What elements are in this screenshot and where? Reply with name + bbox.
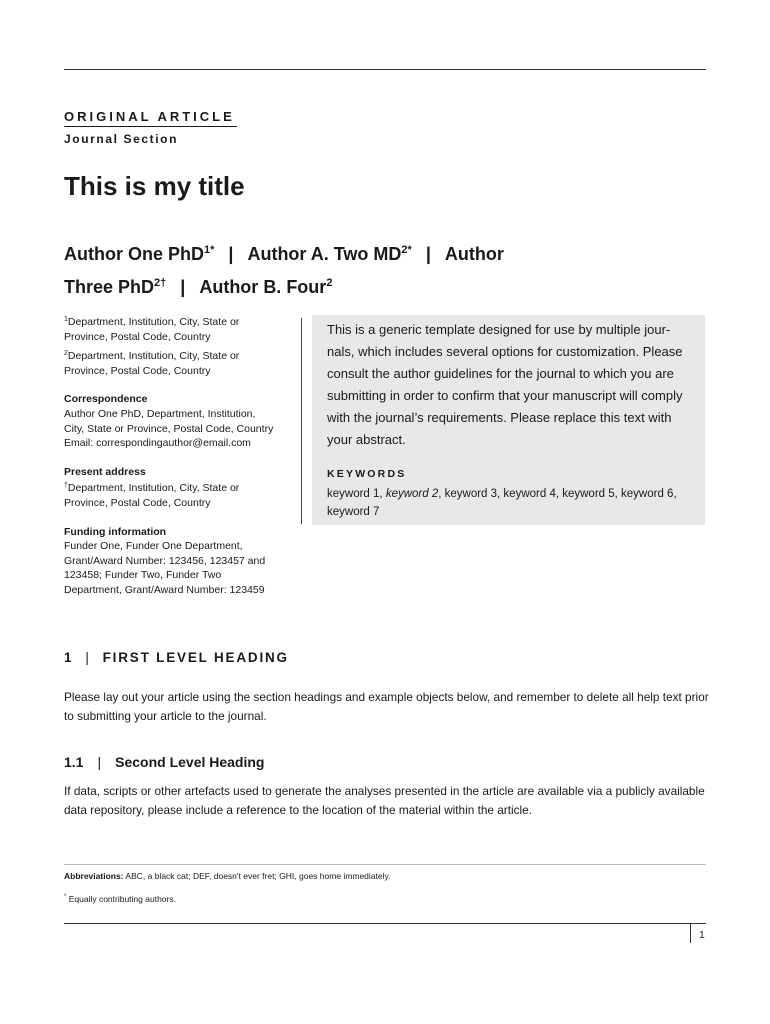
author-name-part: Three PhD	[64, 277, 155, 297]
present-address-heading: Present address	[64, 465, 146, 478]
top-rule	[64, 69, 706, 70]
section-separator: |	[97, 754, 102, 770]
section-1-body: Please lay out your article using the section headings and example objects below, and remember to delete all help text prior to submitting your article to the journal.	[64, 690, 709, 723]
author-affil-sup: 1*	[204, 244, 215, 256]
abstract-box	[312, 315, 705, 525]
correspondence-email: Email: correspondingauthor@email.com	[64, 437, 251, 450]
present-address-text: †Department, Institution, City, State or Province, Postal Code, Country	[64, 482, 240, 509]
page-title: This is my title	[64, 171, 245, 201]
author-line-2	[64, 269, 724, 302]
section-heading-1-1	[64, 754, 264, 770]
article-type-label	[64, 109, 235, 124]
abstract-divider	[301, 318, 302, 524]
section-title: Second Level Heading	[115, 754, 265, 770]
page-number: 1	[699, 929, 705, 941]
author-name: Author A. Two MD	[247, 244, 402, 264]
author-name-part: Author	[444, 244, 504, 264]
article-type-underline	[64, 126, 237, 127]
section-number: 1.1	[64, 754, 84, 770]
author-line-1	[64, 236, 724, 269]
author-name: Author B. Four	[199, 277, 327, 297]
journal-section: Journal Section	[64, 132, 179, 146]
author-affil-sup: 2†	[154, 277, 167, 289]
section-separator: |	[85, 650, 91, 665]
funding-text: Funder One, Funder One Department, Grant/Award Number: 123456, 123457 and 123458; Funder Two, Funder Two Department, Grant/Award Number: 123459	[64, 540, 266, 596]
author-affil-sup: 2	[326, 277, 333, 289]
author-name: Author One PhD	[64, 244, 204, 264]
author-affil-sup: 2*	[401, 244, 412, 256]
affiliations-sidebar	[64, 313, 276, 598]
correspondence-text: Author One PhD, Department, Institution, City, State or Province, Postal Code, Country	[64, 407, 274, 435]
correspondence-heading: Correspondence	[64, 393, 148, 406]
footnote-equal-contribution: * Equally contributing authors.	[64, 894, 176, 904]
section-1-1-body: If data, scripts or other artefacts used to generate the analyses presented in the article are available via a publicly available data repository, please include a reference to the location of the material within the article.	[64, 784, 705, 817]
affiliation-2: $^2$Department, Institution, City, State or Province, Postal Code, Country	[64, 350, 240, 377]
author-separator: |	[425, 244, 431, 264]
footnote-rule	[64, 864, 706, 865]
page-number-divider	[690, 923, 691, 943]
footnote-abbreviations: Abbreviations: ABC, a black cat; DEF, doesn't ever fret; GHI, goes home immediately.	[64, 871, 391, 881]
keywords-heading: KEYWORDS	[327, 468, 407, 480]
author-separator: |	[228, 244, 234, 264]
affiliation-1: $^1$Department, Institution, City, State or Province, Postal Code, Country	[64, 316, 240, 343]
bottom-rule	[64, 923, 706, 924]
funding-heading: Funding information	[64, 525, 167, 538]
keywords-list: keyword 1, keyword 2, keyword 3, keyword 4, keyword 5, keyword 6, keyword 7	[327, 488, 677, 518]
article-type-text: ORIGINAL ARTICLE	[64, 109, 235, 124]
author-separator: |	[180, 277, 186, 297]
abstract-text: This is a generic template designed for use by multiple jour-nals, which includes several options for customization. Please consult the author guidelines for the journal to which you are submitting in order to confirm that your manuscript will comply with the journal’s requirements. Please replace this text with your abstract.	[327, 322, 683, 447]
section-title: FIRST LEVEL HEADING	[102, 650, 289, 665]
section-number: 1	[64, 650, 74, 665]
section-heading-1	[64, 650, 289, 665]
author-list	[64, 236, 724, 302]
